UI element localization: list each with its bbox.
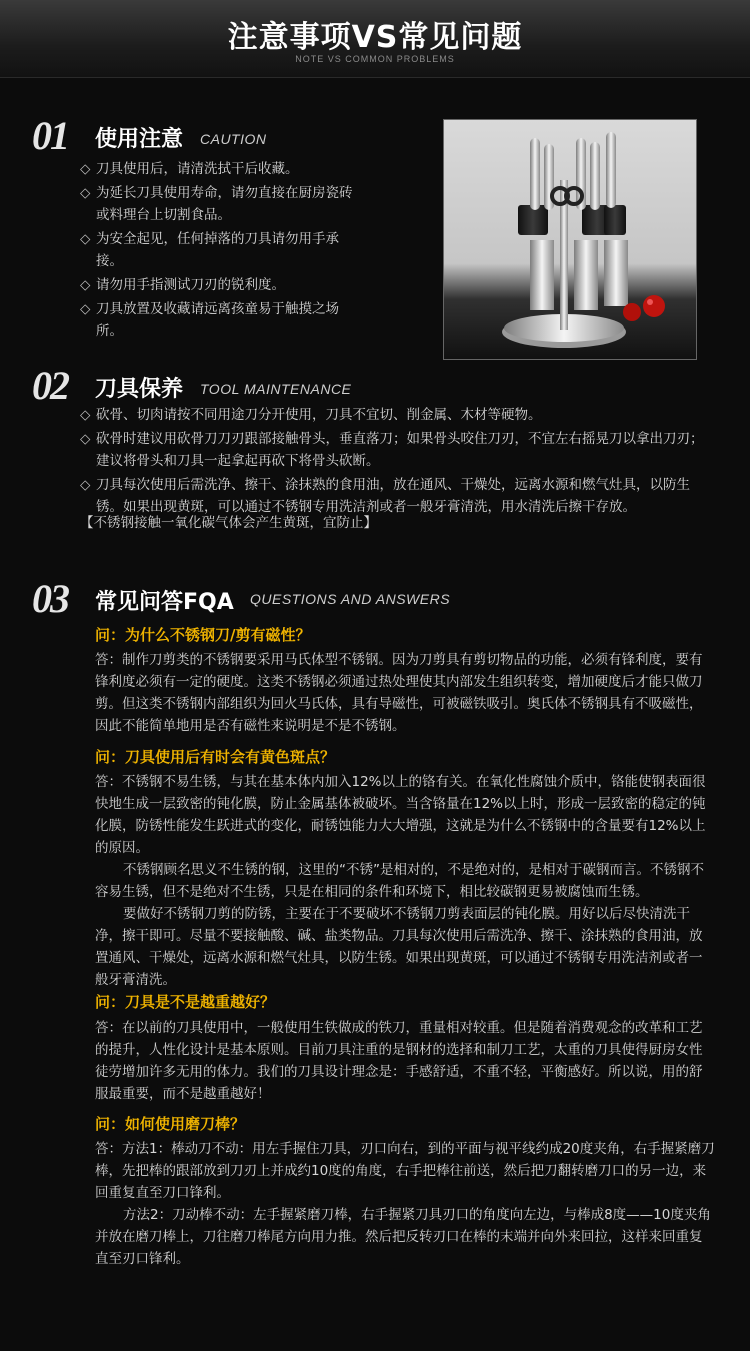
qa-question-3: 问：刀具是不是越重越好？ xyxy=(95,993,276,1011)
caution-list xyxy=(80,158,360,344)
list-item: ◇ 刀具使用后，请清洗拭干后收藏。 xyxy=(80,158,360,180)
qa-answer-1: 答：制作刀剪类的不锈钢要采用马氏体型不锈钢。因为刀剪具有剪切物品的功能，必须有锋利度，要有锋利度必须有一定的硬度。这类不锈钢必须通过热处理使其内部发生组织转变，增加硬度后才能只做刀剪。但这类不锈钢内部组织为回火马氏体，具有导磁性，可被磁铁吸引。奥氏体不锈钢具有不吸磁性，因此不能简单地用是否有磁性来说明是不是不锈钢。 xyxy=(95,652,703,734)
diamond-icon: ◇ xyxy=(80,161,91,177)
section-number-03: 03 xyxy=(32,576,68,621)
section-number-01: 01 xyxy=(32,113,68,158)
maintenance-list xyxy=(80,404,705,520)
section-en-maintenance: TOOL MAINTENANCE xyxy=(200,381,352,397)
qa-answer-4: 答：方法1：棒动刀不动：用左手握住刀具，刃口向右，到的平面与视平线约成20度夹角，右手握紧磨刀棒，先把棒的跟部放到刀刃上并成约10度的角度，右手把棒往前送，然后把刀翻转磨刀口的另一边，来回重复直至刀口锋利。 方法2：刀动棒不动：左手握紧磨刀棒，右手握紧刀具刃口的角度向左边，与棒成8度——10度夹角并放在磨刀棒上，刀往磨刀棒尾方向用力推。然后把反转刃口在棒的末端并向外来回拉，这样来回重复直至刃口锋利。 xyxy=(95,1141,715,1267)
diamond-icon: ◇ xyxy=(80,185,91,201)
list-item: ◇ 请勿用手指测试刀刃的锐利度。 xyxy=(80,274,360,296)
list-item: ◇ 刀具放置及收藏请远离孩童易于触摸之场所。 xyxy=(80,298,360,342)
section-title-qa: 常见问答FQA xyxy=(95,590,234,615)
page-subtitle: NOTE VS COMMON PROBLEMS xyxy=(295,54,455,64)
diamond-icon: ◇ xyxy=(80,277,91,293)
list-item: ◇ 砍骨、切肉请按不同用途刀分开使用，刀具不宜切、削金属、木材等硬物。 xyxy=(80,404,705,426)
section-title-maintenance: 刀具保养 xyxy=(95,377,184,402)
diamond-icon: ◇ xyxy=(80,431,91,447)
section-title-caution: 使用注意 xyxy=(95,127,184,152)
qa-question-4: 问：如何使用磨刀棒？ xyxy=(95,1115,246,1133)
qa-answer-3: 答：在以前的刀具使用中，一般使用生铁做成的铁刀，重量相对较重。但是随着消费观念的改革和工艺的提升，人性化设计是基本原则。目前刀具注重的是钢材的选择和制刀工艺，太重的刀具使得厨房女性徒劳增加许多无用的体力。我们的刀具设计理念是：手感舒适，不重不轻，平衡感好。所以说，用的舒服最重要，而不是越重越好！ xyxy=(95,1020,703,1102)
section-number-02: 02 xyxy=(32,363,68,408)
diamond-icon: ◇ xyxy=(80,301,91,317)
page-header xyxy=(0,0,750,78)
qa-question-2: 问：刀具使用后有时会有黄色斑点？ xyxy=(95,748,336,766)
list-item: ◇ 为安全起见，任何掉落的刀具请勿用手承接。 xyxy=(80,228,360,272)
list-item: ◇ 砍骨时建议用砍骨刀刀刃跟部接触骨头，垂直落刀；如果骨头咬住刀刃，不宜左右摇晃刀以拿出刀刃；建议将骨头和刀具一起拿起再砍下将骨头砍断。 xyxy=(80,428,705,472)
knife-set-illustration xyxy=(444,120,697,360)
diamond-icon: ◇ xyxy=(80,407,91,423)
qa-answer-2: 答：不锈钢不易生锈，与其在基本体内加入12%以上的铬有关。在氧化性腐蚀介质中，铬能使钢表面很快地生成一层致密的钝化膜，防止金属基体被破坏。当含铬量在12%以上时，形成一层致密的稳定的钝化膜，防锈性能发生跃进式的变化，耐锈蚀能力大大增强，这就是为什么不锈钢中的含量要有12%以上的原因。 不锈钢顾名思义不生锈的钢，这里的“不锈”是相对的，不是绝对的，是相对于碳钢而言。不锈钢不容易生锈，但不是绝对不生锈，只是在相同的条件和环境下，相比较碳钢更易被腐蚀而生锈。 要做好不锈钢刀剪的防锈，主要在于不要破坏不锈钢刀剪表面层的钝化膜。用好以后尽快清洗干净，擦干即可。尽量不要接触酸、碱、盐类物品。刀具每次使用后需洗净、擦干、涂抹熟的食用油，放置通风、干燥处，远离水源和燃气灶具，以防生锈。如果出现黄斑，可以通过不锈钢专用洗洁剂或者一般牙膏清洗。 xyxy=(95,774,706,988)
section-en-qa: QUESTIONS AND ANSWERS xyxy=(250,591,451,607)
section-en-caution: CAUTION xyxy=(200,131,267,147)
qa-question-1: 问：为什么不锈钢刀/剪有磁性？ xyxy=(95,626,311,644)
diamond-icon: ◇ xyxy=(80,477,91,493)
diamond-icon: ◇ xyxy=(80,231,91,247)
maintenance-note: 【不锈钢接触一氧化碳气体会产生黄斑，宜防止】 xyxy=(80,515,377,531)
list-item: ◇ 为延长刀具使用寿命，请勿直接在厨房瓷砖或料理台上切割食品。 xyxy=(80,182,360,226)
list-item: ◇ 刀具每次使用后需洗净、擦干、涂抹熟的食用油，放在通风、干燥处，远离水源和燃气灶具，以防生锈。如果出现黄斑，可以通过不锈钢专用洗洁剂或者一般牙膏清洗，用水清洗后擦干存放。 xyxy=(80,474,705,518)
knife-set-photo xyxy=(443,119,697,360)
page-title: 注意事项VS常见问题 xyxy=(227,20,523,55)
